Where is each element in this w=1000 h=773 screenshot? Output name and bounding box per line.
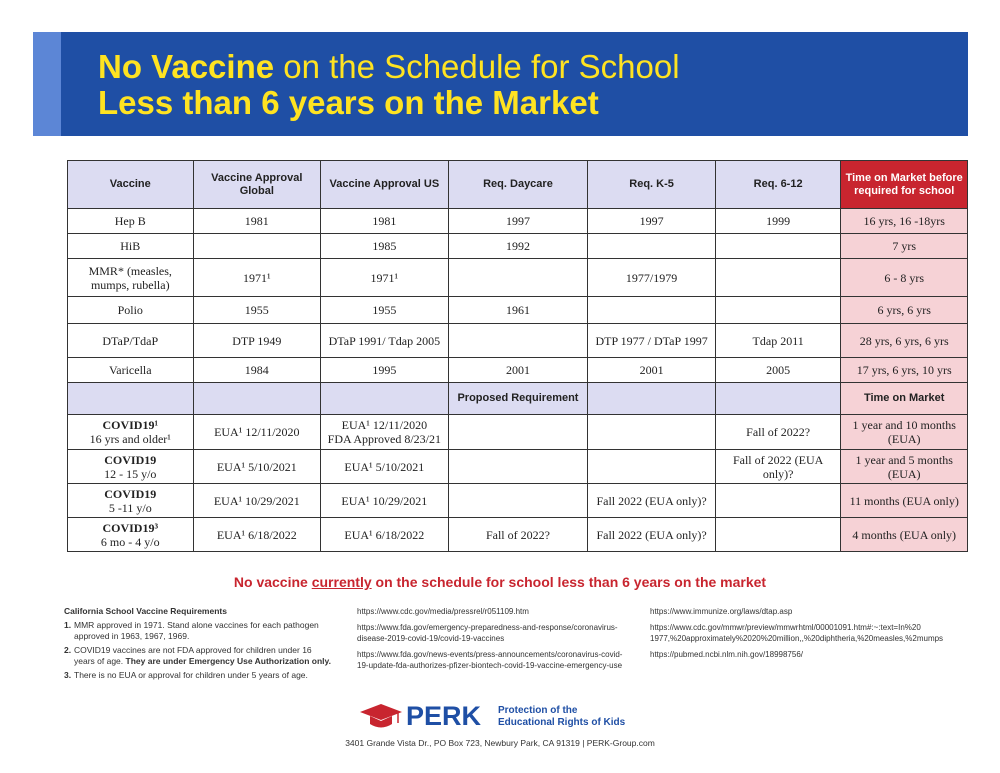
cell-global	[193, 234, 321, 259]
reference-link[interactable]: https://pubmed.ncbi.nlm.nih.gov/18998756/	[650, 650, 803, 659]
cell-k5: 2001	[588, 358, 716, 383]
footnotes-heading: California School Vaccine Requirements	[64, 606, 227, 616]
references-column-1	[357, 606, 627, 676]
cell-6-12	[715, 484, 841, 518]
tagline-underlined: currently	[311, 574, 372, 590]
cell-us: DTaP 1991/ Tdap 2005	[321, 324, 449, 358]
cell-vaccine: Polio	[68, 297, 194, 324]
covid-name: COVID19	[104, 452, 157, 467]
cell-6-12: Fall of 2022?	[715, 415, 841, 450]
cell-time: 7 yrs	[841, 234, 968, 259]
table-header-row	[68, 161, 968, 209]
tagline-after: on the schedule for school less than 6 years on the market	[371, 574, 767, 590]
cell-us: EUA¹ 6/18/2022	[321, 518, 449, 552]
footnote-number: 2.	[64, 645, 72, 655]
logo-tagline: Protection of the Educational Rights of Kids	[498, 705, 626, 728]
table-row	[68, 234, 968, 259]
cell-vaccine: Varicella	[68, 358, 194, 383]
cell-us: 1971¹	[321, 259, 449, 297]
cell-6-12	[715, 259, 841, 297]
cell-daycare: 2001	[448, 358, 588, 383]
covid-age: 16 yrs and older¹	[89, 432, 171, 446]
footnote-item	[64, 670, 334, 681]
cell-time: 6 - 8 yrs	[841, 259, 968, 297]
covid-age: 6 mo - 4 y/o	[100, 534, 160, 549]
reference-link[interactable]: https://www.cdc.gov/media/pressrel/r051109.htm	[357, 607, 529, 616]
col-header-6-12: Req. 6-12	[715, 161, 841, 209]
footnote-item	[64, 620, 334, 642]
cell-global: EUA¹ 6/18/2022	[193, 518, 321, 552]
cell-k5: DTP 1977 / DTaP 1997	[588, 324, 716, 358]
col-header-vaccine: Vaccine	[68, 161, 194, 209]
cell-k5	[588, 415, 716, 450]
table-row	[68, 415, 968, 450]
cell-global: 1955	[193, 297, 321, 324]
footnote-number: 1.	[64, 620, 72, 630]
us-line2: FDA Approved 8/23/21	[327, 432, 442, 446]
footnote-text: There is no EUA or approval for children under 5 years of age.	[74, 670, 308, 680]
cell-k5	[588, 297, 716, 324]
cell-us: EUA¹ 5/10/2021	[321, 450, 449, 484]
col-header-time-on-market: Time on Market before required for school	[841, 161, 968, 209]
cell-6-12: 1999	[715, 209, 841, 234]
cell-global: 1984	[193, 358, 321, 383]
col-header-k5: Req. K-5	[588, 161, 716, 209]
cell-us: EUA¹ 10/29/2021	[321, 484, 449, 518]
logo-wordmark: PERK	[406, 701, 482, 731]
title-rest-part: on the Schedule for School	[274, 48, 680, 85]
cell-time: 28 yrs, 6 yrs, 6 yrs	[841, 324, 968, 358]
col-header-daycare: Req. Daycare	[448, 161, 588, 209]
perk-logo	[360, 700, 660, 732]
cell-daycare: 1961	[448, 297, 588, 324]
reference-link[interactable]: https://www.cdc.gov/mmwr/preview/mmwrhtml/00001091.htm#:~:text=In%20 1977,%20approximately%2020%20million,,%20diphtheria,%20measles,%2mumps	[650, 623, 944, 643]
cell-time: 11 months (EUA only)	[841, 484, 968, 518]
covid-name: COVID19³	[102, 520, 159, 535]
cell-daycare	[448, 324, 588, 358]
cell-time: 4 months (EUA only)	[841, 518, 968, 552]
cell-us: 1995	[321, 358, 449, 383]
cell-global: 1981	[193, 209, 321, 234]
subheader-time-on-market: Time on Market	[841, 383, 968, 415]
cell-6-12: Fall of 2022 (EUA only)?	[715, 450, 841, 484]
table-row	[68, 358, 968, 383]
title-bold-part: No Vaccine	[98, 48, 275, 85]
cell-us: 1981	[321, 209, 449, 234]
table-row	[68, 518, 968, 552]
cell-us: 1985	[321, 234, 449, 259]
cell-global: DTP 1949	[193, 324, 321, 358]
vaccine-schedule-table	[67, 160, 968, 552]
cell-vaccine: MMR* (measles, mumps, rubella)	[68, 259, 194, 297]
table-row	[68, 297, 968, 324]
cell-vaccine	[68, 484, 194, 518]
cell-global: 1971¹	[193, 259, 321, 297]
reference-link[interactable]: https://www.immunize.org/laws/dtap.asp	[650, 607, 793, 616]
subheader-proposed: Proposed Requirement	[448, 383, 588, 415]
col-header-approval-us: Vaccine Approval US	[321, 161, 449, 209]
cell-global: EUA¹ 10/29/2021	[193, 484, 321, 518]
cell-k5: Fall 2022 (EUA only)?	[588, 518, 716, 552]
cell-k5: 1977/1979	[588, 259, 716, 297]
cell-6-12: Tdap 2011	[715, 324, 841, 358]
cell-k5	[588, 234, 716, 259]
cell-vaccine	[68, 518, 194, 552]
table-row	[68, 450, 968, 484]
cell-vaccine: Hep B	[68, 209, 194, 234]
cell-vaccine	[68, 415, 194, 450]
cell-k5	[588, 450, 716, 484]
tagline	[0, 574, 1000, 590]
footnote-number: 3.	[64, 670, 72, 680]
cell-daycare	[448, 450, 588, 484]
cell-daycare: 1992	[448, 234, 588, 259]
cell-vaccine	[68, 450, 194, 484]
cell-time: 17 yrs, 6 yrs, 10 yrs	[841, 358, 968, 383]
mortarboard-icon	[360, 704, 402, 730]
cell-time: 1 year and 5 months (EUA)	[841, 450, 968, 484]
reference-link[interactable]: https://www.fda.gov/emergency-preparedness-and-response/coronavirus-disease-2019-covid-19/covid-19-vaccines	[357, 623, 618, 643]
cell-6-12: 2005	[715, 358, 841, 383]
cell-daycare	[448, 415, 588, 450]
footnote-text: MMR approved in 1971. Stand alone vaccines for each pathogen approved in 1963, 1967, 1969.	[74, 620, 319, 641]
us-line1: EUA¹ 12/11/2020	[341, 418, 428, 432]
cell-daycare	[448, 484, 588, 518]
table-row	[68, 324, 968, 358]
tagline-before: No vaccine	[233, 574, 312, 590]
cell-time: 6 yrs, 6 yrs	[841, 297, 968, 324]
covid-age: 5 -11 y/o	[108, 500, 152, 515]
banner-accent-strip	[33, 32, 61, 136]
cell-vaccine: HiB	[68, 234, 194, 259]
cell-global: EUA¹ 12/11/2020	[193, 415, 321, 450]
covid-age: 12 - 15 y/o	[104, 466, 157, 481]
covid-name: COVID19	[104, 486, 157, 501]
cell-daycare: 1997	[448, 209, 588, 234]
cell-time: 1 year and 10 months (EUA)	[841, 415, 968, 450]
cell-vaccine: DTaP/TdaP	[68, 324, 194, 358]
footnote-item	[64, 645, 334, 667]
table-row	[68, 484, 968, 518]
covid-name: COVID19¹	[102, 418, 159, 432]
cell-global: EUA¹ 5/10/2021	[193, 450, 321, 484]
cell-us	[321, 415, 449, 450]
table-subheader-row	[68, 383, 968, 415]
cell-k5: Fall 2022 (EUA only)?	[588, 484, 716, 518]
cell-6-12	[715, 297, 841, 324]
footnote-text: COVID19 vaccines are not FDA approved for children under 16 years of age. They are under Emergency Use Authorization only.	[74, 645, 331, 666]
footer-address: 3401 Grande Vista Dr., PO Box 723, Newbury Park, CA 91319 | PERK-Group.com	[345, 738, 655, 748]
col-header-approval-global: Vaccine Approval Global	[193, 161, 321, 209]
cell-k5: 1997	[588, 209, 716, 234]
table-row	[68, 259, 968, 297]
footnotes	[64, 606, 334, 684]
cell-daycare: Fall of 2022?	[448, 518, 588, 552]
cell-daycare	[448, 259, 588, 297]
cell-6-12	[715, 518, 841, 552]
references-column-2	[650, 606, 950, 665]
table-row	[68, 209, 968, 234]
cell-6-12	[715, 234, 841, 259]
cell-time: 16 yrs, 16 -18yrs	[841, 209, 968, 234]
reference-link[interactable]: https://www.fda.gov/news-events/press-announcements/coronavirus-covid-19-update-fda-authorizes-pfizer-biontech-covid-19-vaccine-emergency-use	[357, 650, 623, 670]
cell-us: 1955	[321, 297, 449, 324]
page-title-line2: Less than 6 years on the Market	[98, 84, 599, 121]
page-title-line1	[98, 48, 680, 86]
